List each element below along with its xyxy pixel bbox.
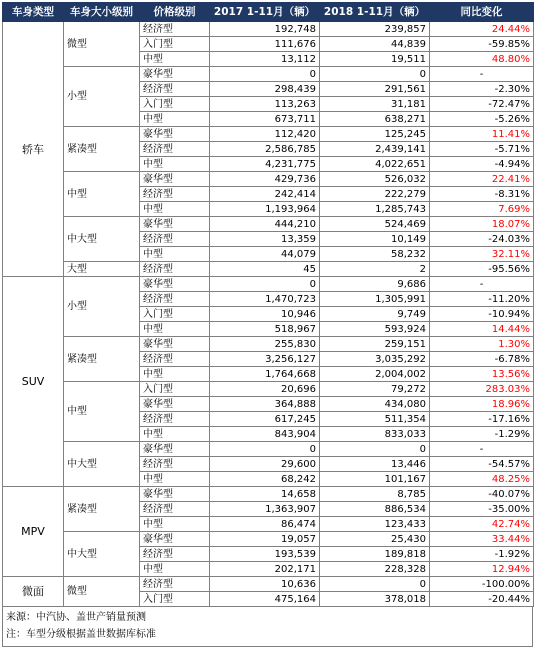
table-row bbox=[3, 262, 534, 277]
price-class-cell: 经济型 bbox=[140, 412, 210, 427]
sales-2017-cell: 10,636 bbox=[210, 577, 320, 592]
price-class-cell: 经济型 bbox=[140, 187, 210, 202]
price-class-cell: 豪华型 bbox=[140, 67, 210, 82]
header-2017: 2017 1-11月（辆） bbox=[210, 3, 320, 22]
size-class-cell: 中大型 bbox=[64, 442, 140, 487]
table-row bbox=[3, 487, 534, 502]
size-class-cell: 中大型 bbox=[64, 217, 140, 262]
classification-note: 注：车型分级根据盖世数据库标准 bbox=[6, 629, 156, 640]
header-2018: 2018 1-11月（辆） bbox=[320, 3, 430, 22]
yoy-change-cell: -20.44% bbox=[430, 592, 534, 607]
sales-2017-cell: 1,193,964 bbox=[210, 202, 320, 217]
sales-2018-cell: 189,818 bbox=[320, 547, 430, 562]
price-class-cell: 经济型 bbox=[140, 457, 210, 472]
yoy-change-cell: - bbox=[430, 67, 534, 82]
price-class-cell: 经济型 bbox=[140, 82, 210, 97]
price-class-cell: 豪华型 bbox=[140, 532, 210, 547]
price-class-cell: 中型 bbox=[140, 517, 210, 532]
price-class-cell: 中型 bbox=[140, 427, 210, 442]
yoy-change-cell: 48.25% bbox=[430, 472, 534, 487]
sales-2017-cell: 444,210 bbox=[210, 217, 320, 232]
yoy-change-cell: -59.85% bbox=[430, 37, 534, 52]
yoy-change-cell: 283.03% bbox=[430, 382, 534, 397]
sales-2018-cell: 101,167 bbox=[320, 472, 430, 487]
price-class-cell: 经济型 bbox=[140, 292, 210, 307]
sales-2018-cell: 526,032 bbox=[320, 172, 430, 187]
yoy-change-cell: -4.94% bbox=[430, 157, 534, 172]
yoy-change-cell: -8.31% bbox=[430, 187, 534, 202]
price-class-cell: 入门型 bbox=[140, 37, 210, 52]
sales-2017-cell: 68,242 bbox=[210, 472, 320, 487]
yoy-change-cell: -5.26% bbox=[430, 112, 534, 127]
yoy-change-cell: -1.92% bbox=[430, 547, 534, 562]
price-class-cell: 豪华型 bbox=[140, 217, 210, 232]
yoy-change-cell: 14.44% bbox=[430, 322, 534, 337]
size-class-cell: 微型 bbox=[64, 577, 140, 607]
size-class-cell: 小型 bbox=[64, 277, 140, 337]
sales-2018-cell: 79,272 bbox=[320, 382, 430, 397]
yoy-change-cell: 7.69% bbox=[430, 202, 534, 217]
body-type-cell: 微面 bbox=[3, 577, 64, 607]
size-class-cell: 紧凑型 bbox=[64, 127, 140, 172]
yoy-change-cell: -1.29% bbox=[430, 427, 534, 442]
size-class-cell: 大型 bbox=[64, 262, 140, 277]
sales-2017-cell: 113,263 bbox=[210, 97, 320, 112]
price-class-cell: 中型 bbox=[140, 52, 210, 67]
price-class-cell: 入门型 bbox=[140, 592, 210, 607]
price-class-cell: 经济型 bbox=[140, 142, 210, 157]
price-class-cell: 豪华型 bbox=[140, 487, 210, 502]
yoy-change-cell: -17.16% bbox=[430, 412, 534, 427]
sales-table bbox=[2, 2, 534, 607]
sales-2017-cell: 518,967 bbox=[210, 322, 320, 337]
table-row bbox=[3, 532, 534, 547]
table-row bbox=[3, 382, 534, 397]
yoy-change-cell: -2.30% bbox=[430, 82, 534, 97]
table-row bbox=[3, 127, 534, 142]
sales-2018-cell: 2,439,141 bbox=[320, 142, 430, 157]
yoy-change-cell: -6.78% bbox=[430, 352, 534, 367]
sales-2018-cell: 222,279 bbox=[320, 187, 430, 202]
sales-2018-cell: 8,785 bbox=[320, 487, 430, 502]
sales-2018-cell: 0 bbox=[320, 67, 430, 82]
sales-2017-cell: 193,539 bbox=[210, 547, 320, 562]
yoy-change-cell: -11.20% bbox=[430, 292, 534, 307]
sales-2017-cell: 19,057 bbox=[210, 532, 320, 547]
size-class-cell: 紧凑型 bbox=[64, 487, 140, 532]
sales-2018-cell: 13,446 bbox=[320, 457, 430, 472]
sales-2017-cell: 843,904 bbox=[210, 427, 320, 442]
price-class-cell: 中型 bbox=[140, 322, 210, 337]
price-class-cell: 中型 bbox=[140, 157, 210, 172]
sales-2018-cell: 4,022,651 bbox=[320, 157, 430, 172]
yoy-change-cell: 13.56% bbox=[430, 367, 534, 382]
body-type-cell: SUV bbox=[3, 277, 64, 487]
price-class-cell: 入门型 bbox=[140, 382, 210, 397]
size-class-cell: 紧凑型 bbox=[64, 337, 140, 382]
yoy-change-cell: 18.96% bbox=[430, 397, 534, 412]
yoy-change-cell: 12.94% bbox=[430, 562, 534, 577]
price-class-cell: 中型 bbox=[140, 472, 210, 487]
yoy-change-cell: -35.00% bbox=[430, 502, 534, 517]
price-class-cell: 经济型 bbox=[140, 547, 210, 562]
price-class-cell: 经济型 bbox=[140, 577, 210, 592]
yoy-change-cell: -10.94% bbox=[430, 307, 534, 322]
body-type-cell: MPV bbox=[3, 487, 64, 577]
price-class-cell: 豪华型 bbox=[140, 397, 210, 412]
yoy-change-cell: -24.03% bbox=[430, 232, 534, 247]
price-class-cell: 经济型 bbox=[140, 352, 210, 367]
header-yoy: 同比变化 bbox=[430, 3, 534, 22]
yoy-change-cell: -100.00% bbox=[430, 577, 534, 592]
price-class-cell: 经济型 bbox=[140, 22, 210, 37]
sales-2017-cell: 0 bbox=[210, 277, 320, 292]
sales-2018-cell: 434,080 bbox=[320, 397, 430, 412]
price-class-cell: 豪华型 bbox=[140, 337, 210, 352]
table-body bbox=[3, 22, 534, 607]
sales-2017-cell: 4,231,775 bbox=[210, 157, 320, 172]
sales-2017-cell: 429,736 bbox=[210, 172, 320, 187]
sales-2017-cell: 1,764,668 bbox=[210, 367, 320, 382]
table-row bbox=[3, 217, 534, 232]
yoy-change-cell: 33.44% bbox=[430, 532, 534, 547]
price-class-cell: 经济型 bbox=[140, 502, 210, 517]
sales-2018-cell: 2,004,002 bbox=[320, 367, 430, 382]
table-row bbox=[3, 442, 534, 457]
sales-2018-cell: 0 bbox=[320, 442, 430, 457]
sales-2017-cell: 673,711 bbox=[210, 112, 320, 127]
sales-2018-cell: 125,245 bbox=[320, 127, 430, 142]
yoy-change-cell: 18.07% bbox=[430, 217, 534, 232]
yoy-change-cell: -5.71% bbox=[430, 142, 534, 157]
sales-2017-cell: 1,363,907 bbox=[210, 502, 320, 517]
price-class-cell: 中型 bbox=[140, 247, 210, 262]
sales-2017-cell: 0 bbox=[210, 442, 320, 457]
sales-2018-cell: 0 bbox=[320, 577, 430, 592]
sales-2018-cell: 31,181 bbox=[320, 97, 430, 112]
sales-2018-cell: 378,018 bbox=[320, 592, 430, 607]
sales-2018-cell: 19,511 bbox=[320, 52, 430, 67]
price-class-cell: 豪华型 bbox=[140, 277, 210, 292]
yoy-change-cell: 42.74% bbox=[430, 517, 534, 532]
size-class-cell: 中型 bbox=[64, 172, 140, 217]
footer bbox=[2, 607, 533, 647]
yoy-change-cell: -95.56% bbox=[430, 262, 534, 277]
yoy-change-cell: 1.30% bbox=[430, 337, 534, 352]
sales-2017-cell: 13,359 bbox=[210, 232, 320, 247]
sales-2017-cell: 10,946 bbox=[210, 307, 320, 322]
sales-2017-cell: 86,474 bbox=[210, 517, 320, 532]
price-class-cell: 中型 bbox=[140, 367, 210, 382]
yoy-change-cell: 22.41% bbox=[430, 172, 534, 187]
header-size-class: 车身大小级别 bbox=[64, 3, 140, 22]
sales-2017-cell: 242,414 bbox=[210, 187, 320, 202]
sales-2018-cell: 9,749 bbox=[320, 307, 430, 322]
sales-2018-cell: 239,857 bbox=[320, 22, 430, 37]
price-class-cell: 中型 bbox=[140, 562, 210, 577]
yoy-change-cell: 11.41% bbox=[430, 127, 534, 142]
sales-2017-cell: 475,164 bbox=[210, 592, 320, 607]
size-class-cell: 小型 bbox=[64, 67, 140, 127]
price-class-cell: 入门型 bbox=[140, 97, 210, 112]
yoy-change-cell: - bbox=[430, 277, 534, 292]
sales-2017-cell: 0 bbox=[210, 67, 320, 82]
sales-2018-cell: 259,151 bbox=[320, 337, 430, 352]
sales-2017-cell: 617,245 bbox=[210, 412, 320, 427]
header-price-class: 价格级别 bbox=[140, 3, 210, 22]
table-row bbox=[3, 67, 534, 82]
sales-2018-cell: 524,469 bbox=[320, 217, 430, 232]
sales-2018-cell: 1,285,743 bbox=[320, 202, 430, 217]
price-class-cell: 中型 bbox=[140, 112, 210, 127]
sales-2017-cell: 44,079 bbox=[210, 247, 320, 262]
sales-2017-cell: 364,888 bbox=[210, 397, 320, 412]
sales-2018-cell: 9,686 bbox=[320, 277, 430, 292]
table-header-row bbox=[3, 3, 534, 22]
yoy-change-cell: 32.11% bbox=[430, 247, 534, 262]
sales-2017-cell: 255,830 bbox=[210, 337, 320, 352]
sales-2017-cell: 298,439 bbox=[210, 82, 320, 97]
table-row bbox=[3, 337, 534, 352]
price-class-cell: 经济型 bbox=[140, 262, 210, 277]
sales-2018-cell: 886,534 bbox=[320, 502, 430, 517]
price-class-cell: 豪华型 bbox=[140, 442, 210, 457]
price-class-cell: 豪华型 bbox=[140, 127, 210, 142]
size-class-cell: 中型 bbox=[64, 382, 140, 442]
yoy-change-cell: 24.44% bbox=[430, 22, 534, 37]
body-type-cell: 轿车 bbox=[3, 22, 64, 277]
sales-2018-cell: 10,149 bbox=[320, 232, 430, 247]
price-class-cell: 经济型 bbox=[140, 232, 210, 247]
yoy-change-cell: 48.80% bbox=[430, 52, 534, 67]
sales-2018-cell: 1,305,991 bbox=[320, 292, 430, 307]
sales-2017-cell: 1,470,723 bbox=[210, 292, 320, 307]
sales-2017-cell: 202,171 bbox=[210, 562, 320, 577]
sales-2018-cell: 2 bbox=[320, 262, 430, 277]
sales-2018-cell: 123,433 bbox=[320, 517, 430, 532]
sales-2017-cell: 112,420 bbox=[210, 127, 320, 142]
sales-2018-cell: 511,354 bbox=[320, 412, 430, 427]
sales-2018-cell: 291,561 bbox=[320, 82, 430, 97]
sales-2018-cell: 3,035,292 bbox=[320, 352, 430, 367]
sales-2017-cell: 45 bbox=[210, 262, 320, 277]
yoy-change-cell: -54.57% bbox=[430, 457, 534, 472]
sales-2018-cell: 593,924 bbox=[320, 322, 430, 337]
sales-table-container bbox=[2, 2, 533, 647]
sales-2017-cell: 192,748 bbox=[210, 22, 320, 37]
sales-2017-cell: 29,600 bbox=[210, 457, 320, 472]
sales-2017-cell: 3,256,127 bbox=[210, 352, 320, 367]
price-class-cell: 中型 bbox=[140, 202, 210, 217]
table-row bbox=[3, 277, 534, 292]
yoy-change-cell: -72.47% bbox=[430, 97, 534, 112]
sales-2018-cell: 833,033 bbox=[320, 427, 430, 442]
table-row bbox=[3, 22, 534, 37]
sales-2017-cell: 20,696 bbox=[210, 382, 320, 397]
sales-2017-cell: 13,112 bbox=[210, 52, 320, 67]
sales-2018-cell: 25,430 bbox=[320, 532, 430, 547]
sales-2018-cell: 58,232 bbox=[320, 247, 430, 262]
sales-2018-cell: 638,271 bbox=[320, 112, 430, 127]
header-body-type: 车身类型 bbox=[3, 3, 64, 22]
sales-2017-cell: 111,676 bbox=[210, 37, 320, 52]
sales-2017-cell: 2,586,785 bbox=[210, 142, 320, 157]
table-row bbox=[3, 577, 534, 592]
price-class-cell: 入门型 bbox=[140, 307, 210, 322]
yoy-change-cell: -40.07% bbox=[430, 487, 534, 502]
yoy-change-cell: - bbox=[430, 442, 534, 457]
size-class-cell: 中大型 bbox=[64, 532, 140, 577]
sales-2018-cell: 44,839 bbox=[320, 37, 430, 52]
price-class-cell: 豪华型 bbox=[140, 172, 210, 187]
table-row bbox=[3, 172, 534, 187]
source-note: 来源：中汽协、盖世产销量预测 bbox=[6, 612, 146, 623]
size-class-cell: 微型 bbox=[64, 22, 140, 67]
sales-2017-cell: 14,658 bbox=[210, 487, 320, 502]
sales-2018-cell: 228,328 bbox=[320, 562, 430, 577]
